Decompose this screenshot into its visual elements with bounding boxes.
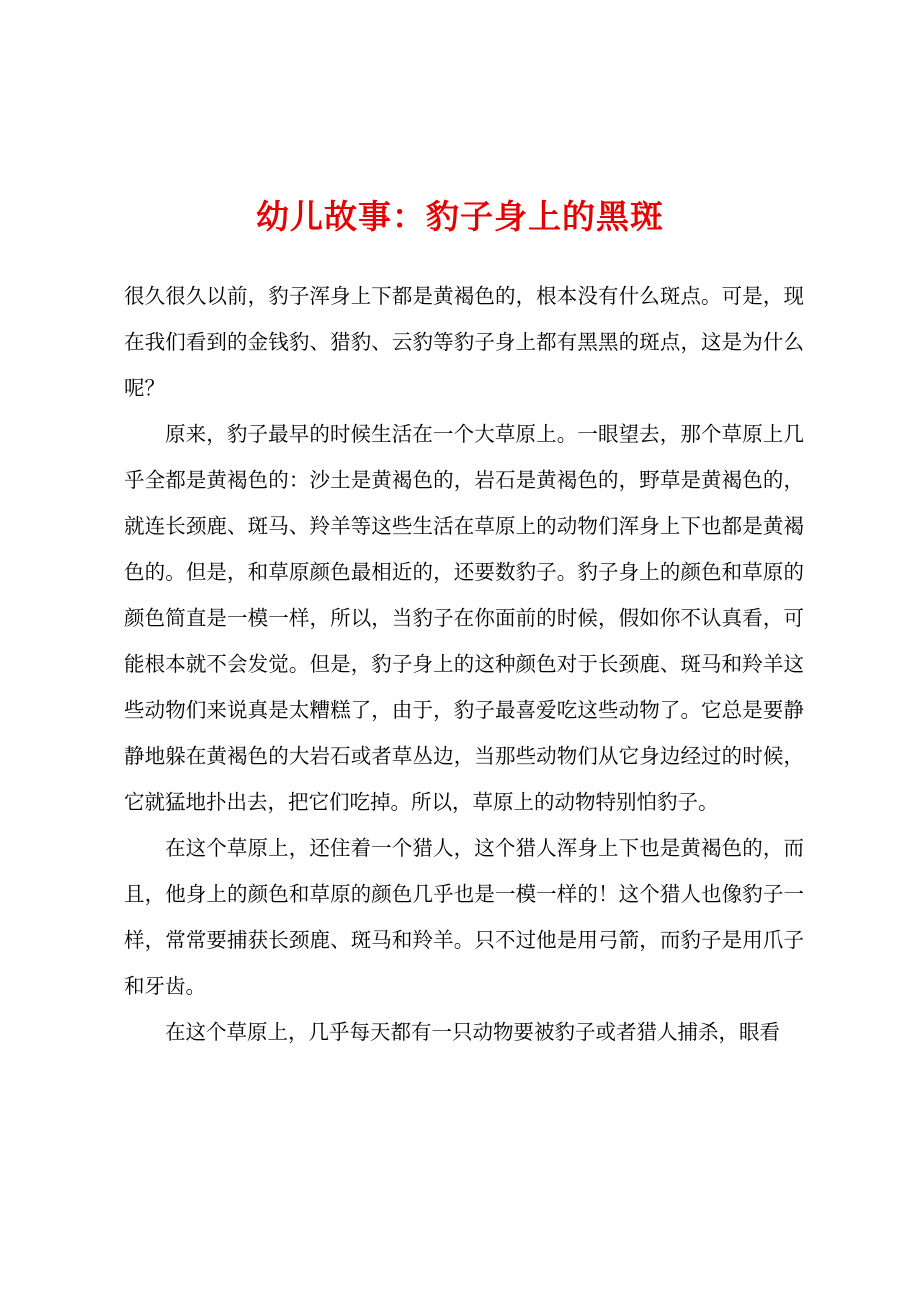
paragraph-2: 原来，豹子最早的时候生活在一个大草原上。一眼望去，那个草原上几乎全都是黄褐色的：沙土是黄褐色的，岩石是黄褐色的，野草是黄褐色的，就连长颈鹿、斑马、羚羊等这些生活在草原上的动物们浑身上下也都是黄褐色的。但是，和草原颜色最相近的，还要数豹子。豹子身上的颜色和草原的颜色简直是一模一样，所以，当豹子在你面前的时候，假如你不认真看，可能根本就不会发觉。但是，豹子身上的这种颜色对于长颈鹿、斑马和羚羊这些动物们来说真是太糟糕了，由于，豹子最喜爱吃这些动物了。它总是要静静地躲在黄褐色的大岩石或者草丛边，当那些动物们从它身边经过的时候，它就猛地扑出去，把它们吃掉。所以，草原上的动物特别怕豹子。 [124, 422, 804, 814]
paragraph-3: 在这个草原上，还住着一个猎人，这个猎人浑身上下也是黄褐色的，而且，他身上的颜色和草原的颜色几乎也是一模一样的！这个猎人也像豹子一样，常常要捕获长颈鹿、斑马和羚羊。只不过他是用弓箭，而豹子是用爪子和牙齿。 [124, 836, 804, 998]
document-body [124, 273, 804, 1055]
paragraph-4: 在这个草原上，几乎每天都有一只动物要被豹子或者猎人捕杀，眼看 [165, 1020, 780, 1044]
paragraph-1: 很久很久以前，豹子浑身上下都是黄褐色的，根本没有什么斑点。可是，现在我们看到的金钱豹、猎豹、云豹等豹子身上都有黑黑的斑点，这是为什么呢？ [124, 284, 804, 400]
document-title: 幼儿故事：豹子身上的黑斑 [256, 197, 664, 236]
